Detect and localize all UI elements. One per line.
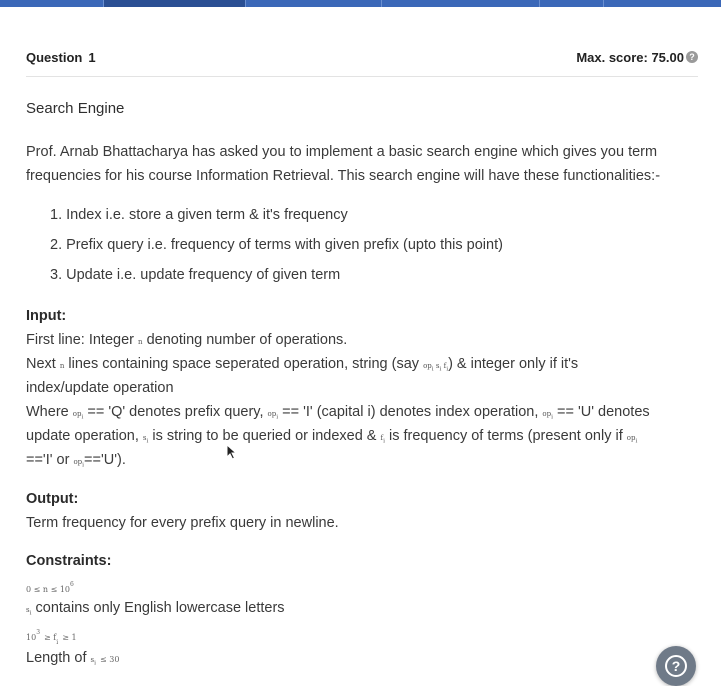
mouse-pointer-icon [226, 444, 238, 460]
header-divider [26, 76, 698, 77]
math-op-i: $op_i$ [73, 458, 85, 469]
tab-segment-active[interactable] [103, 0, 245, 7]
math-op-i: $op_i$ [72, 410, 84, 421]
math-op-i: $op_i$ [542, 410, 553, 421]
list-item: 3. Update i.e. update frequency of given term [50, 267, 341, 283]
problem-title: Search Engine [26, 100, 125, 117]
math-op-i: $op_i$ [267, 410, 279, 421]
list-item: 2. Prefix query i.e. frequency of terms with given prefix (upto this point) [50, 237, 503, 253]
input-line-6: =='I' or $op_i=='U'$). [26, 452, 126, 469]
input-line-4: Where $op_i$ == 'Q' denotes prefix query, $op_i$ == 'I' (capital i) denotes index operation, $op_i$ == 'U' denotes [26, 404, 650, 421]
help-fab-button[interactable] [656, 646, 696, 686]
math-n: n [59, 362, 65, 370]
list-item: 1. Index i.e. store a given term & it's frequency [50, 207, 348, 223]
input-heading: Input: [26, 308, 67, 324]
input-line-1: First line: Integer n denoting number of operations. [26, 332, 348, 348]
question-number: 1 [88, 50, 96, 65]
math-n: n [138, 338, 143, 346]
tab-separator [381, 0, 382, 7]
problem-intro [26, 140, 696, 188]
math-s-i: $s_i$ [26, 606, 32, 617]
math-op-i: $op_i$ [626, 434, 638, 445]
input-line-3: index/update operation [26, 380, 174, 396]
question-label: Question 1 [26, 50, 96, 65]
input-line-5: update operation, $s_i$ is string to be queried or indexed & $f_i$ is frequency of terms (present only if $op_i$ [26, 428, 638, 445]
tab-separator [539, 0, 540, 7]
output-text: Term frequency for every prefix query in newline. [26, 515, 339, 531]
question-mark-icon: ? [665, 655, 687, 677]
math-op-i: $op_i$ $s_i$ $f_i$ [423, 362, 449, 373]
tab-separator [245, 0, 246, 7]
input-line-2: Next n lines containing space seperated operation, string (say $op_i$ $s_i$ $f_i$) & integer only if it's [26, 356, 579, 373]
output-heading: Output: [26, 491, 79, 507]
constraint-4: Length of $s_i \le 30$ [26, 650, 120, 667]
math-s-i: $s_i$ [142, 434, 149, 445]
constraint-1: $0 \le n \le 10^6$ [26, 581, 74, 594]
max-score: Max. score: 75.00 [576, 50, 684, 65]
constraints-heading: Constraints: [26, 553, 112, 569]
intro-line-2: frequencies for his course Information Retrieval. This search engine will have these functionalities:- [26, 168, 661, 184]
intro-line-1: Prof. Arnab Bhattacharya has asked you to implement a basic search engine which gives you term [26, 144, 658, 160]
question-header [26, 50, 698, 68]
tab-separator [603, 0, 604, 7]
help-icon[interactable]: ? [686, 51, 698, 63]
constraint-3: $10^3 \ge f_i \ge 1$ [26, 629, 77, 646]
constraint-2: $s_i$ contains only English lowercase letters [26, 600, 285, 617]
top-tab-strip [0, 0, 721, 7]
math-f-i: $f_i$ [380, 434, 385, 445]
tab-separator [103, 0, 104, 7]
